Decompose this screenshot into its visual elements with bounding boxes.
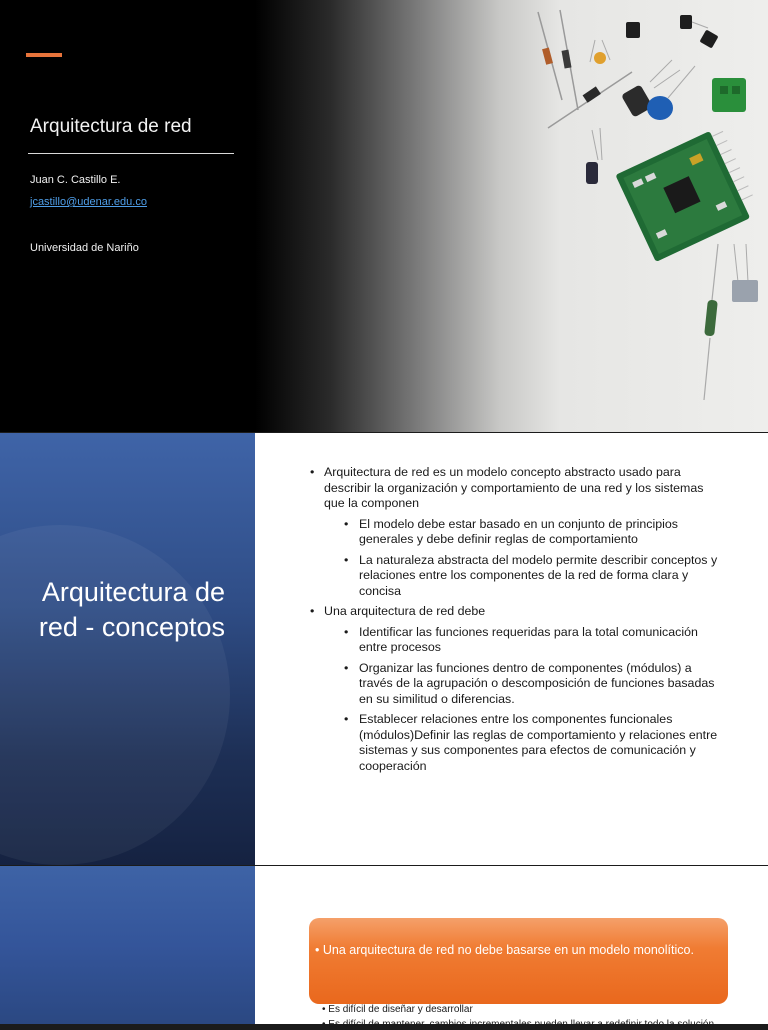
- sub-bullet: • Establecer relaciones entre los componentes funcionales (módulos)Definir las reglas de comportamiento y relaciones entre sistemas y sus componentes para efectos de comunicación y cooperación: [308, 712, 718, 774]
- monolithic-slide: [0, 866, 768, 1030]
- callout-box: • Una arquitectura de red no debe basarse en un modelo monolítico.: [309, 918, 728, 1004]
- accent-bar: [26, 53, 62, 57]
- bullet: • Una arquitectura de red debe: [308, 604, 718, 620]
- sub-bullet: • Identificar las funciones requeridas para la total comunicación entre procesos: [308, 625, 718, 656]
- sub-bullet: • La naturaleza abstracta del modelo permite describir conceptos y relaciones entre los componentes de la red de forma clara y concisa: [308, 553, 718, 600]
- slide-content: [308, 465, 718, 779]
- slide-title: Arquitectura de red: [30, 116, 192, 137]
- title-divider: [28, 153, 234, 154]
- title-slide: [0, 0, 768, 432]
- sub-bullet: • El modelo debe estar basado en un conjunto de principios generales y debe definir reglas de comportamiento: [308, 517, 718, 548]
- slide-side-panel: [0, 433, 255, 865]
- slide-title: Arquitectura de red - conceptos: [38, 577, 225, 642]
- bullet: • Arquitectura de red es un modelo concepto abstracto usado para describir la organización y comportamiento de una red y los sistemas que la componen: [308, 465, 718, 512]
- university-name: Universidad de Nariño: [30, 242, 139, 254]
- author-email-link[interactable]: jcastillo@udenar.edu.co: [30, 196, 147, 208]
- concepts-slide: [0, 433, 768, 865]
- slide-side-panel: [0, 866, 255, 1024]
- sub-bullet: • Es difícil de mantener, cambios incrementales pueden llevar a redefinir todo la solución: [322, 1019, 715, 1030]
- author-name: Juan C. Castillo E.: [30, 174, 121, 186]
- electronic-components-image: [520, 0, 768, 432]
- sub-bullet: • Es difícil de diseñar y desarrollar: [322, 1004, 473, 1015]
- sub-bullet: • Organizar las funciones dentro de componentes (módulos) a través de la agrupación o descomposición de funciones basadas en su similitud o diferencias.: [308, 661, 718, 708]
